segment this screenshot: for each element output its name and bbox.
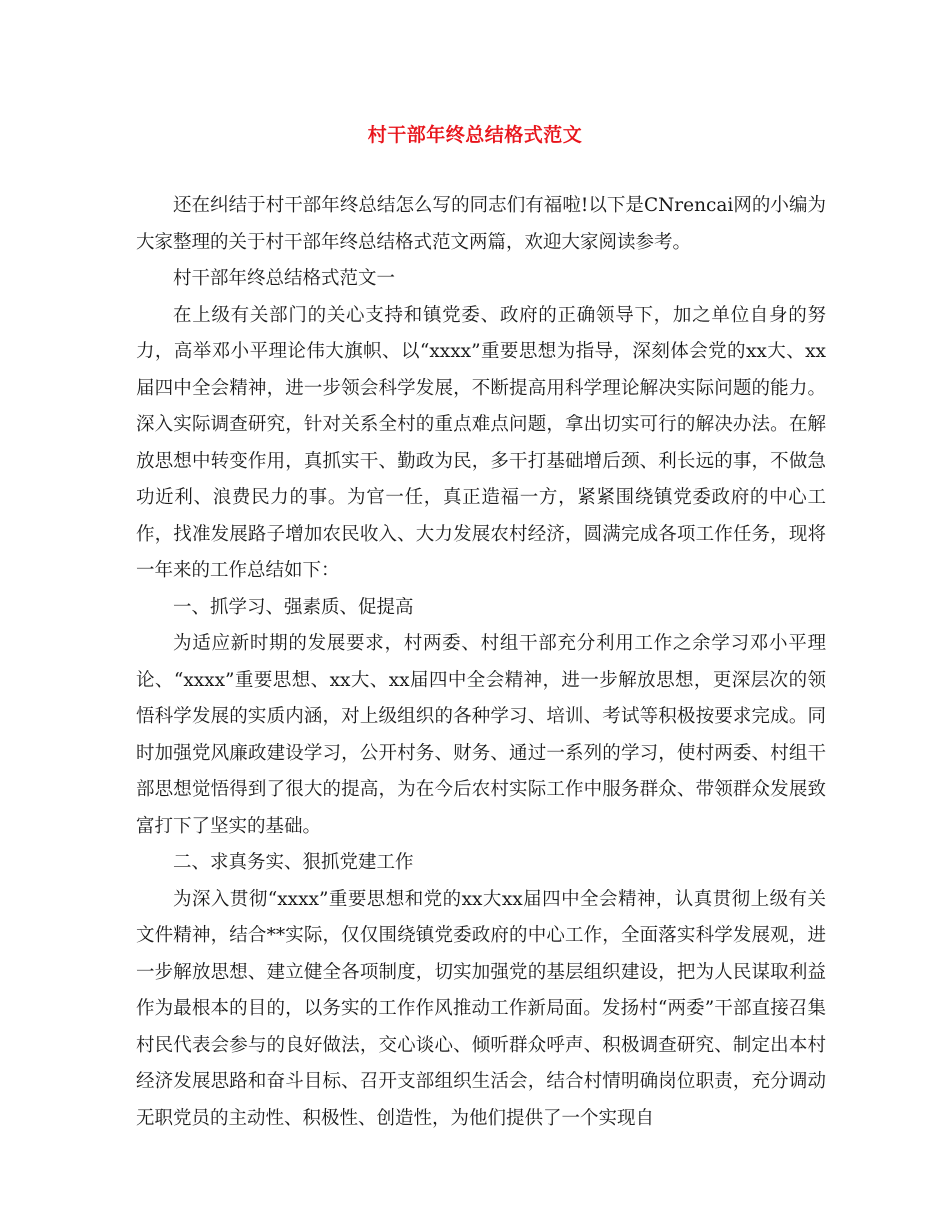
document-body [136,188,826,1137]
document-title: 村干部年终总结格式范文 [367,124,583,146]
section-heading-party-building: 二、求真务实、狠抓党建工作 [173,852,414,873]
section-heading-sample-one: 村干部年终总结格式范文一 [173,268,396,289]
intro-paragraph: 还在纠结于村干部年终总结怎么写的同志们有福啦!以下是CNrencai网的小编为大家整理的关于村干部年终总结格式范文两篇，欢迎大家阅读参考。 [136,195,826,253]
body-paragraph: 为深入贯彻“xxxx”重要思想和党的xx大xx届四中全会精神，认真贯彻上级有关文件精神，结合**实际，仅仅围绕镇党委政府的中心工作，全面落实科学发展观，进一步解放思想、建立健全各项制度，切实加强党的基层组织建设，把为人民谋取利益作为最根本的目的，以务实的工作作风推动工作新局面。发扬村“两委”干部直接召集村民代表会参与的良好做法，交心谈心、倾听群众呼声、积极调查研究、制定出本村经济发展思路和奋斗目标、召开支部组织生活会，结合村情明确岗位职责，充分调动无职党员的主动性、积极性、创造性，为他们提供了一个实现自 [136,888,826,1129]
body-paragraph: 为适应新时期的发展要求，村两委、村组干部充分利用工作之余学习邓小平理论、“xxxx”重要思想、xx大、xx届四中全会精神，进一步解放思想，更深层次的领悟科学发展的实质内涵，对上级组织的各种学习、培训、考试等积极按要求完成。同时加强党风廉政建设学习，公开村务、财务、通过一系列的学习，使村两委、村组干部思想觉悟得到了很大的提高，为在今后农村实际工作中服务群众、带领群众发展致富打下了坚实的基础。 [136,633,826,837]
section-heading-study: 一、抓学习、强素质、促提高 [173,596,414,618]
body-paragraph: 在上级有关部门的关心支持和镇党委、政府的正确领导下，加之单位自身的努力，高举邓小平理论伟大旗帜、以“xxxx”重要思想为指导，深刻体会党的xx大、xx届四中全会精神，进一步领会科学发展，不断提高用科学理论解决实际问题的能力。深入实际调查研究，针对关系全村的重点难点问题，拿出切实可行的解决办法。在解放思想中转变作用，真抓实干、勤政为民，多干打基础增后颈、利长远的事，不做急功近利、浪费民力的事。为官一任，真正造福一方，紧紧围绕镇党委政府的中心工作，找准发展路子增加农民收入、大力发展农村经济，圆满完成各项工作任务，现将一年来的工作总结如下： [136,304,826,581]
